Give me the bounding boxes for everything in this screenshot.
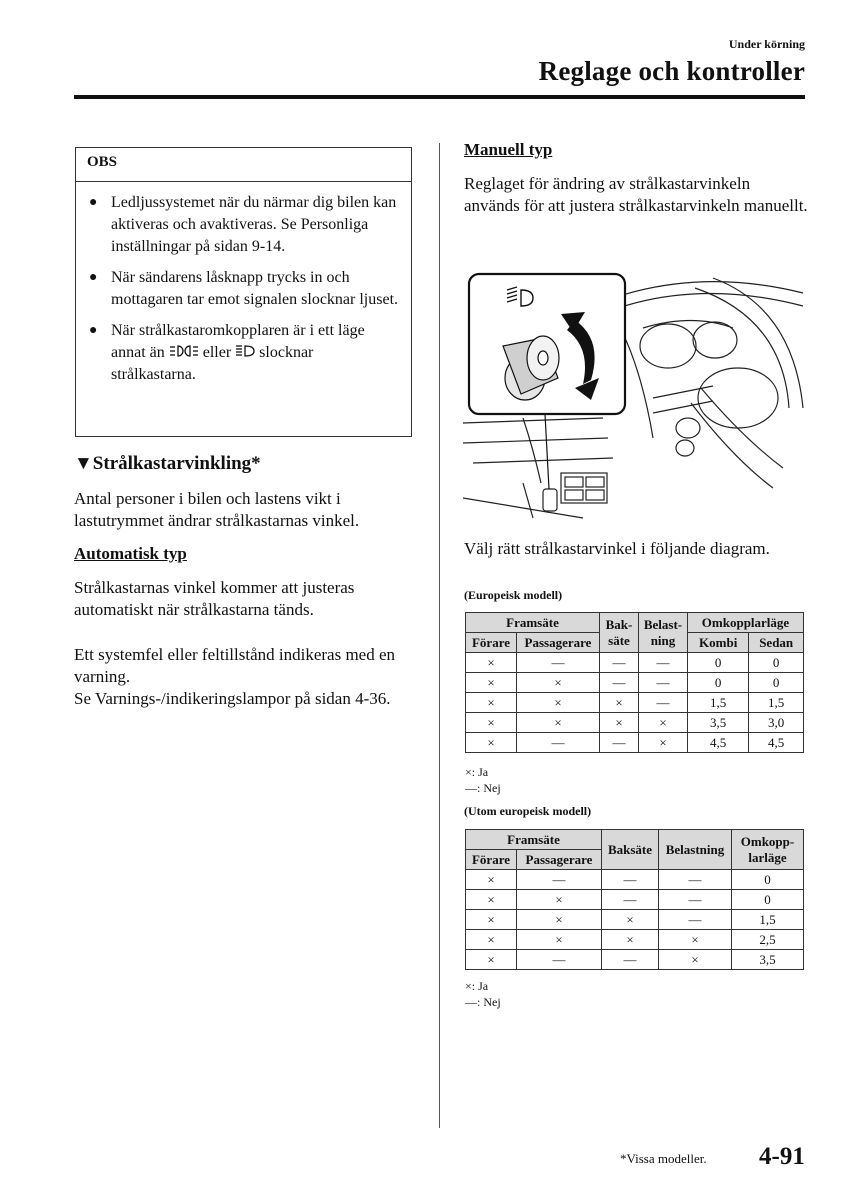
manual-type-paragraph: Reglaget för ändring av strålkastarvinkeln används för att justera strålkastarvinkeln manuellt. (464, 174, 808, 215)
table-cell: 0 (688, 673, 749, 693)
table-cell: × (659, 930, 732, 950)
table-cell: × (517, 673, 600, 693)
table-row (466, 733, 804, 753)
table-cell: × (517, 910, 602, 930)
table-cell: × (466, 693, 517, 713)
legend-no: —: Nej (465, 995, 501, 1009)
auto-type-heading: Automatisk typ (74, 544, 187, 563)
non-eu-legend (465, 978, 501, 1010)
col-header-front-seat: Framsäte (466, 830, 602, 850)
parking-light-icon (169, 344, 199, 358)
legend-no: —: Nej (465, 781, 501, 795)
auto-type-paragraph: Strålkastarnas vinkel kommer att justeras automatiskt när strålkastarna tänds. (74, 578, 355, 619)
col-header-switch-position: Omkopp- larläge (732, 830, 804, 870)
table-cell: 1,5 (749, 693, 804, 713)
eu-table-caption: (Europeisk modell) (464, 588, 563, 602)
obs-item (87, 267, 401, 311)
table-cell: × (517, 890, 602, 910)
page-number: 4-91 (759, 1143, 805, 1170)
table-cell: × (659, 950, 732, 970)
table-cell: — (517, 870, 602, 890)
table-row (466, 910, 804, 930)
table-cell: × (517, 693, 600, 713)
col-header-driver: Förare (466, 850, 517, 870)
footnote: *Vissa modeller. (620, 1151, 707, 1166)
eu-angle-table (465, 612, 804, 753)
table-cell: × (466, 910, 517, 930)
table-cell: — (659, 890, 732, 910)
obs-item-text: Ledljussystemet när du närmar dig bilen kan aktiveras och avaktiveras. Se Personliga inställningar på sidan 9-14. (111, 194, 397, 255)
obs-item (87, 320, 401, 386)
error-paragraph: Ett systemfel eller feltillstånd indikeras med en varning. (74, 645, 396, 686)
table-cell: — (517, 950, 602, 970)
table-cell: × (466, 673, 517, 693)
table-row (466, 950, 804, 970)
table-cell: × (639, 713, 688, 733)
eu-table-body (466, 653, 804, 753)
table-cell: — (659, 870, 732, 890)
table-cell: × (639, 733, 688, 753)
column-divider (439, 143, 440, 1128)
bullet-icon: ● (89, 270, 98, 285)
page-title: Reglage och kontroller (538, 56, 805, 86)
table-cell: — (639, 693, 688, 713)
table-cell: 0 (732, 890, 804, 910)
table-cell: × (600, 713, 639, 733)
table-cell: × (600, 693, 639, 713)
table-cell: × (466, 713, 517, 733)
table-cell: 1,5 (688, 693, 749, 713)
table-cell: × (466, 930, 517, 950)
headlight-leveling-illustration (463, 268, 805, 526)
table-cell: — (602, 870, 659, 890)
table-cell: — (517, 733, 600, 753)
manual-type-heading: Manuell typ (464, 140, 553, 159)
col-header-front-seat: Framsäte (466, 613, 600, 633)
table-cell: 4,5 (688, 733, 749, 753)
table-cell: — (639, 653, 688, 673)
legend-yes: ×: Ja (465, 979, 489, 993)
table-cell: × (602, 910, 659, 930)
obs-item-text: När strålkastaromkopplaren är i ett läge annat än (111, 322, 365, 361)
obs-item-text: eller (198, 344, 236, 361)
col-header-passenger: Passagerare (517, 633, 600, 653)
table-row (466, 870, 804, 890)
table-row (466, 713, 804, 733)
table-cell: 2,5 (732, 930, 804, 950)
non-eu-table-caption: (Utom europeisk modell) (464, 804, 592, 818)
col-header-switch-position: Omkopplarläge (688, 613, 804, 633)
table-cell: 1,5 (732, 910, 804, 930)
table-cell: × (517, 713, 600, 733)
col-header-passenger: Passagerare (517, 850, 602, 870)
table-row (466, 653, 804, 673)
chapter-label: Under körning (728, 37, 805, 51)
obs-note-box (75, 147, 412, 437)
table-cell: 0 (749, 653, 804, 673)
table-row (466, 673, 804, 693)
col-header-driver: Förare (466, 633, 517, 653)
bullet-icon: ● (89, 195, 98, 210)
table-cell: — (659, 910, 732, 930)
non-eu-table-body (466, 870, 804, 970)
bullet-icon: ● (89, 323, 98, 338)
table-cell: — (602, 890, 659, 910)
col-header-load: Belastning (659, 830, 732, 870)
col-header-load: Belast- ning (639, 613, 688, 653)
table-cell: 3,5 (688, 713, 749, 733)
table-cell: × (466, 653, 517, 673)
table-cell: — (602, 950, 659, 970)
section-heading: ▼Strålkastarvinkling* (74, 453, 261, 474)
table-cell: — (600, 673, 639, 693)
obs-list (76, 182, 411, 386)
table-cell: × (602, 930, 659, 950)
table-cell: × (466, 733, 517, 753)
table-cell: 4,5 (749, 733, 804, 753)
obs-item-text: När sändarens låsknapp trycks in och mottagaren tar emot signalen slocknar ljuset. (111, 269, 399, 308)
header-rule (74, 95, 805, 99)
col-header-kombi: Kombi (688, 633, 749, 653)
obs-item-text: slocknar strålkastarna. (111, 344, 314, 383)
table-cell: × (466, 890, 517, 910)
table-cell: — (600, 653, 639, 673)
col-header-sedan: Sedan (749, 633, 804, 653)
table-cell: × (466, 870, 517, 890)
obs-item (87, 192, 401, 258)
table-cell: × (466, 950, 517, 970)
non-eu-angle-table (465, 829, 804, 970)
choose-angle-paragraph: Välj rätt strålkastarvinkel i följande diagram. (464, 539, 770, 558)
table-row (466, 930, 804, 950)
table-cell: — (517, 653, 600, 673)
col-header-back-seat: Bak- säte (600, 613, 639, 653)
table-cell: 0 (732, 870, 804, 890)
table-row (466, 693, 804, 713)
obs-heading: OBS (76, 148, 411, 182)
legend-yes: ×: Ja (465, 765, 489, 779)
see-warning-paragraph: Se Varnings-/indikeringslampor på sidan 4-36. (74, 689, 391, 708)
table-cell: — (639, 673, 688, 693)
table-cell: 3,5 (732, 950, 804, 970)
table-cell: 0 (688, 653, 749, 673)
table-row (466, 890, 804, 910)
table-cell: 0 (749, 673, 804, 693)
table-cell: 3,0 (749, 713, 804, 733)
intro-paragraph: Antal personer i bilen och lastens vikt i lastutrymmet ändrar strålkastarnas vinkel. (74, 489, 360, 530)
col-header-back-seat: Baksäte (602, 830, 659, 870)
table-cell: × (517, 930, 602, 950)
headlight-icon (235, 344, 255, 358)
eu-legend (465, 764, 501, 796)
table-cell: — (600, 733, 639, 753)
